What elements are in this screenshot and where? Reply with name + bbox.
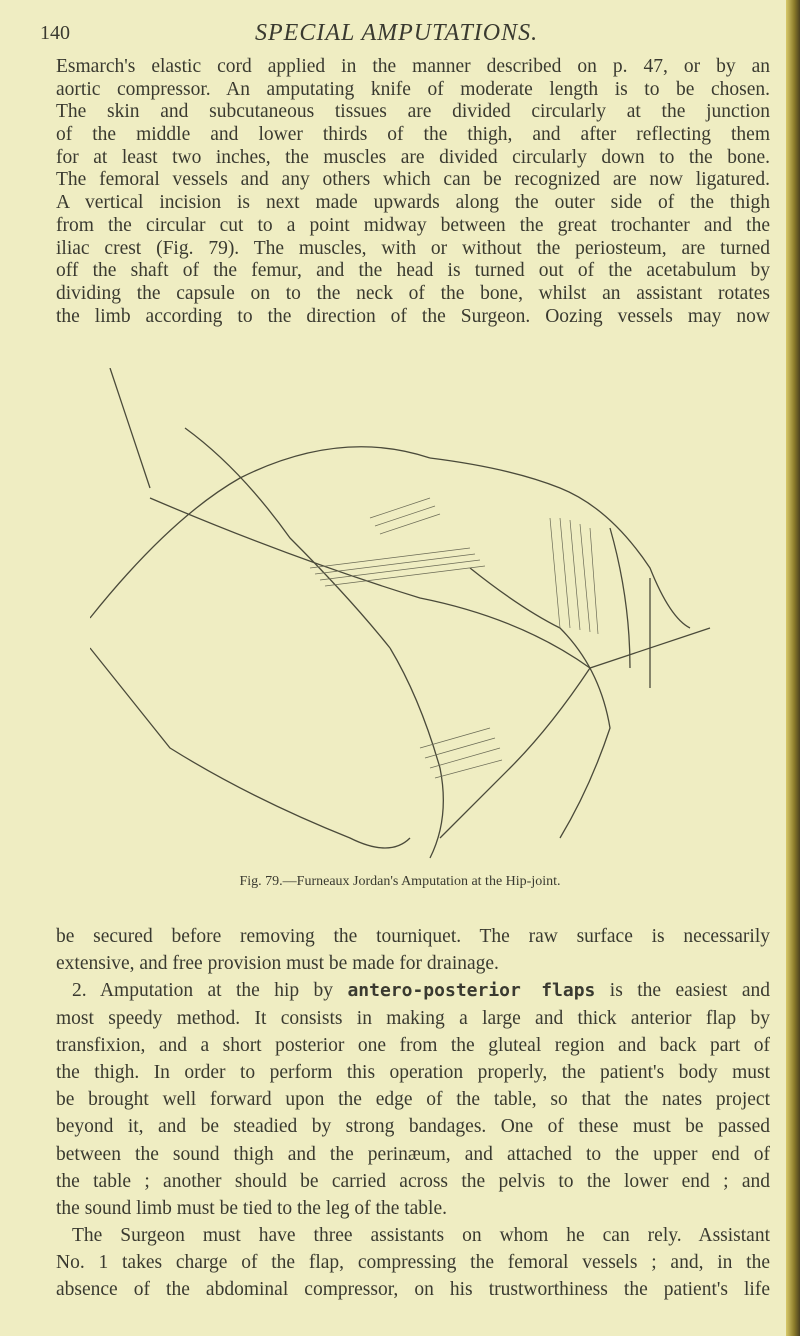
text-line: No. 1 takes charge of the flap, compressing the femoral vessels ; and, in the bbox=[56, 1252, 770, 1274]
text-line: A vertical incision is next made upwards along the outer side of the thigh bbox=[56, 192, 770, 214]
text-line: absence of the abdominal compressor, on his trustworthiness the patient's life bbox=[56, 1279, 770, 1301]
hip-amputation-illustration bbox=[90, 368, 730, 868]
text-line: aortic compressor. An amputating knife of moderate length is to be chosen. bbox=[56, 78, 770, 100]
text-line: The skin and subcutaneous tissues are divided circularly at the junction bbox=[56, 101, 770, 123]
text-line bbox=[56, 977, 770, 1004]
text-line: the limb according to the direction of the Surgeon. Oozing vessels may now bbox=[56, 305, 770, 327]
text-line: between the sound thigh and the perinæum, and attached to the upper end of bbox=[56, 1143, 770, 1165]
text-line: the sound limb must be tied to the leg of the table. bbox=[56, 1197, 448, 1219]
bold-term: antero-posterior flaps bbox=[347, 980, 596, 1002]
text-line: The Surgeon must have three assistants on whom he can rely. Assistant bbox=[72, 1225, 770, 1247]
text-line: transfixion, and a short posterior one from the gluteal region and back part of bbox=[56, 1034, 770, 1056]
text-line: most speedy method. It consists in making a large and thick anterior flap by bbox=[56, 1007, 770, 1029]
top-paragraph bbox=[56, 56, 770, 328]
text-line: the thigh. In order to perform this operation properly, the patient's body must bbox=[56, 1061, 770, 1083]
text-line: Esmarch's elastic cord applied in the manner described on p. 47, or by an bbox=[56, 56, 770, 77]
text-line: dividing the capsule on to the neck of the bone, whilst an assistant rotates bbox=[56, 282, 770, 304]
text-line: off the shaft of the femur, and the head is turned out of the acetabulum by bbox=[56, 260, 770, 282]
bottom-text bbox=[56, 923, 770, 1304]
text-line: beyond it, and be steadied by strong bandages. One of these must be passed bbox=[56, 1116, 770, 1138]
text-run: is the easiest and bbox=[595, 980, 770, 1002]
page-header bbox=[40, 22, 770, 52]
text-line: for at least two inches, the muscles are divided circularly down to the bone. bbox=[56, 146, 770, 168]
running-title: SPECIAL AMPUTATIONS. bbox=[255, 20, 539, 46]
text-run: 2. Amputation at the hip by bbox=[72, 980, 348, 1002]
text-line: be brought well forward upon the edge of the table, so that the nates project bbox=[56, 1089, 770, 1111]
text-line: the table ; another should be carried across the pelvis to the lower end ; and bbox=[56, 1170, 770, 1192]
text-line: be secured before removing the tourniquet. The raw surface is necessarily bbox=[56, 926, 770, 947]
page-edge bbox=[786, 0, 800, 1336]
text-line: from the circular cut to a point midway between the great trochanter and the bbox=[56, 214, 770, 236]
page-number: 140 bbox=[40, 22, 70, 44]
figure-caption: Fig. 79.—Furneaux Jordan's Amputation at the Hip-joint. bbox=[239, 874, 561, 889]
text-line: The femoral vessels and any others which can be recognized are now ligatured. bbox=[56, 169, 770, 191]
text-line: of the middle and lower thirds of the thigh, and after reflecting them bbox=[56, 124, 770, 146]
text-line: iliac crest (Fig. 79). The muscles, with or without the periosteum, are turned bbox=[56, 237, 770, 259]
text-line: extensive, and free provision must be made for drainage. bbox=[56, 953, 499, 975]
